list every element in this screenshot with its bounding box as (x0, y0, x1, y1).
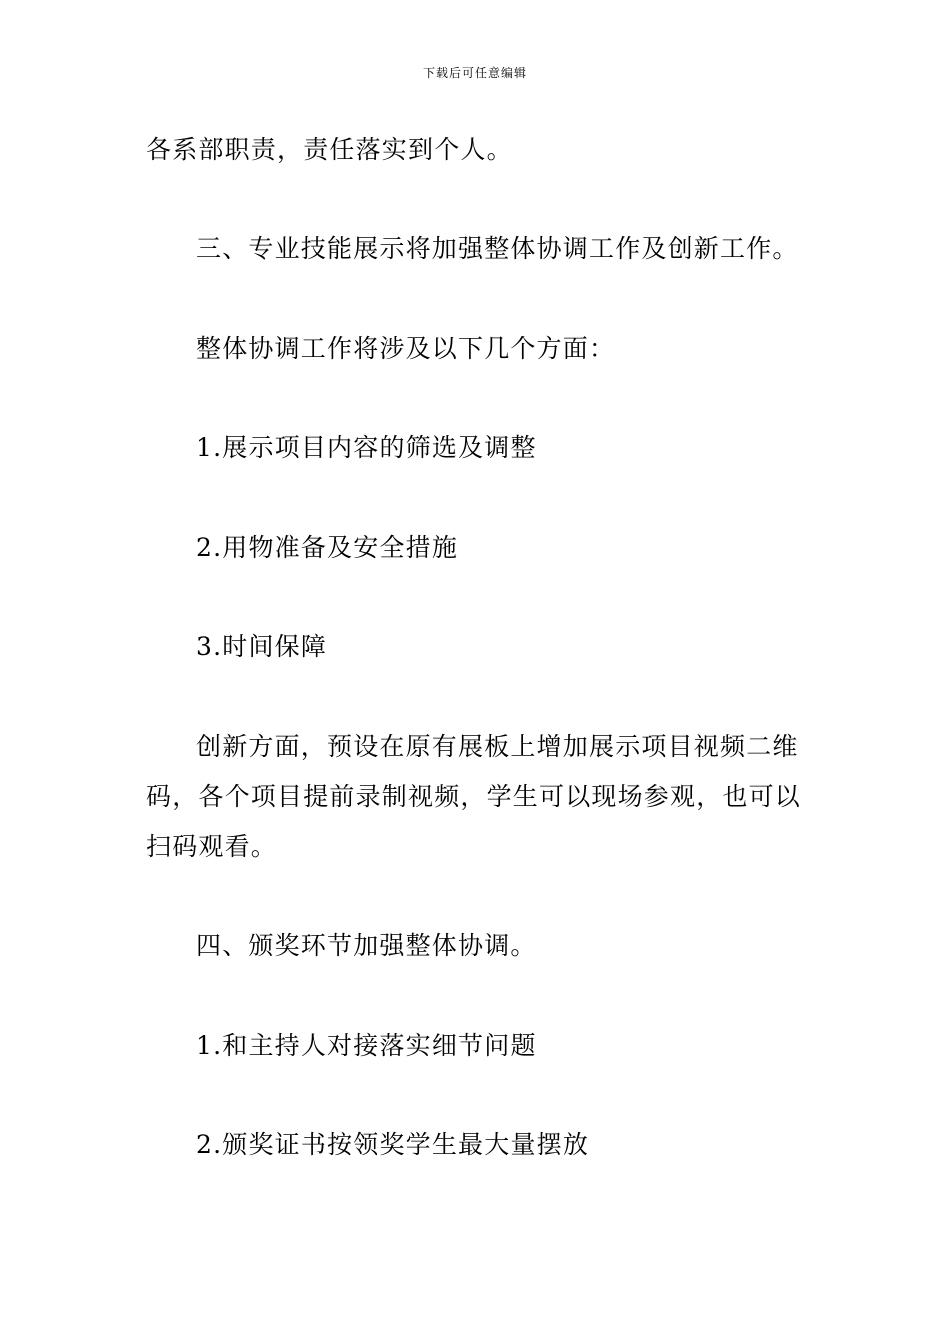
paragraph-line: 扫码观看。 (146, 832, 278, 861)
list-item: 3.时间保障 (196, 632, 328, 661)
paragraph-line: 码，各个项目提前录制视频，学生可以现场参观，也可以 (146, 782, 802, 811)
list-item: 1.展示项目内容的筛选及调整 (196, 433, 537, 462)
section-heading: 三、专业技能展示将加强整体协调工作及创新工作。 (196, 234, 799, 263)
paragraph-line: 整体协调工作将涉及以下几个方面： (196, 334, 616, 363)
section-heading: 四、颁奖环节加强整体协调。 (196, 931, 537, 960)
list-item: 1.和主持人对接落实细节问题 (196, 1031, 537, 1060)
list-item: 2.颁奖证书按领奖学生最大量摆放 (196, 1130, 590, 1159)
paragraph-line: 创新方面，预设在原有展板上增加展示项目视频二维 (196, 732, 799, 761)
page-header-note: 下载后可任意编辑 (422, 66, 527, 80)
list-item: 2.用物准备及安全措施 (196, 533, 459, 562)
paragraph-line: 各系部职责，责任落实到个人。 (146, 135, 513, 164)
